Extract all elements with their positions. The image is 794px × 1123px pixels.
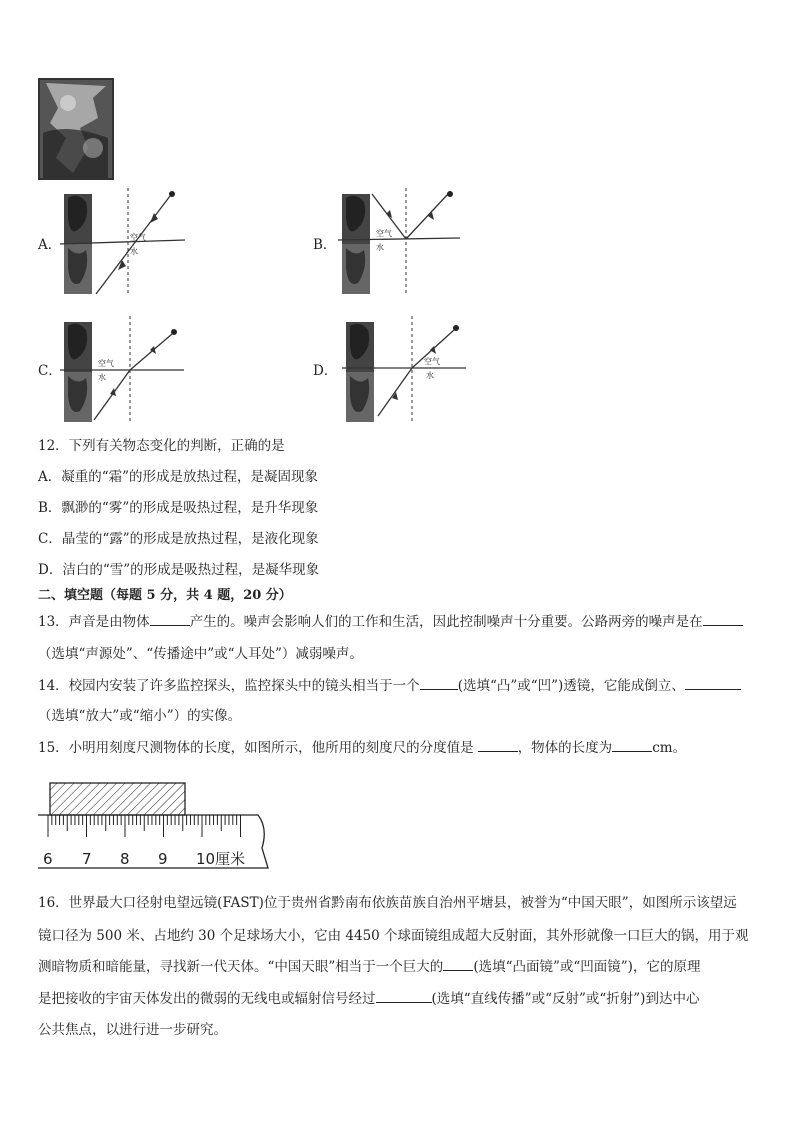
- ruler-label: 6: [43, 850, 53, 868]
- reflection-photo: [38, 78, 114, 180]
- q13-line1: 13．声音是由物体 产生的。噪声会影响人们的工作和生活，因此控制噪声十分重要。公路两旁的噪声是在: [38, 613, 743, 631]
- q16-line1: 16．世界最大口径射电望远镜(FAST)位于贵州省黔南布依族苗族自治州平塘县，被誉为“中国天眼”，如图所示该望远: [38, 895, 737, 911]
- q16-line2: 镜口径为 500 米、占地约 30 个足球场大小，它由 4450 个球面镜组成超大反射面，其外形就像一口巨大的锅，用于观: [38, 928, 749, 944]
- water-label: 水: [426, 371, 434, 380]
- q12-stem: 12．下列有关物态变化的判断，正确的是: [38, 438, 285, 454]
- answer-blank[interactable]: [703, 613, 743, 626]
- answer-blank[interactable]: [685, 677, 741, 690]
- q15-stem: 15．小明用刻度尺测物体的长度，如图所示，他所用的刻度尺的分度值是 ，物体的长度为 cm。: [38, 740, 687, 756]
- ruler-label: 7: [82, 850, 92, 868]
- refraction-diagram-d: [342, 316, 472, 424]
- answer-blank[interactable]: [612, 739, 652, 752]
- measured-object: [50, 783, 185, 815]
- refraction-diagram-a: [60, 188, 190, 296]
- q14-line2: （选填“放大”或“缩小”）的实像。: [38, 708, 242, 724]
- option-label: B．: [313, 237, 337, 253]
- q14-line1: 14．校园内安装了许多监控探头，监控探头中的镜头相当于一个 (选填“凸”或“凹”)透镜，它能成倒立、: [38, 677, 741, 695]
- ruler-label: 10厘米: [196, 850, 246, 868]
- ruler-label: 9: [158, 850, 168, 868]
- answer-blank[interactable]: [150, 613, 190, 626]
- q16-line5: 公共焦点，以进行进一步研究。: [38, 1022, 227, 1038]
- option-label: A．: [38, 237, 62, 253]
- q12-option-c[interactable]: C．晶莹的“露”的形成是放热过程，是液化现象: [38, 531, 319, 547]
- water-label: 水: [98, 373, 106, 382]
- air-label: 空气: [424, 357, 440, 366]
- section-title: 二、填空题（每题 5 分，共 4 题，20 分）: [38, 588, 292, 603]
- q12-option-a[interactable]: A．凝重的“霜”的形成是放热过程，是凝固现象: [38, 469, 319, 485]
- air-label: 空气: [130, 233, 146, 242]
- option-label: D．: [313, 363, 338, 379]
- answer-blank[interactable]: [478, 739, 518, 752]
- ruler-figure: [38, 768, 274, 878]
- air-label: 空气: [376, 229, 392, 238]
- refraction-diagram-c: [60, 316, 190, 424]
- option-label: C．: [38, 363, 62, 379]
- q12-option-b[interactable]: B．飘渺的“雾”的形成是吸热过程，是升华现象: [38, 500, 319, 516]
- ruler-label: 8: [120, 850, 130, 868]
- answer-blank[interactable]: [420, 677, 458, 690]
- q12-option-d[interactable]: D．洁白的“雪”的形成是吸热过程，是凝华现象: [38, 562, 320, 578]
- refraction-diagram-b: [338, 188, 468, 296]
- answer-blank[interactable]: [443, 958, 473, 971]
- water-label: 水: [130, 247, 138, 256]
- water-label: 水: [376, 243, 384, 252]
- q16-line4: 是把接收的宇宙天体发出的微弱的无线电或辐射信号经过 (选填“直线传播”或“反射”或“折射”)到达中心: [38, 991, 700, 1007]
- answer-blank[interactable]: [376, 990, 432, 1003]
- q13-line2: （选填“声源处”、“传播途中”或“人耳处”）减弱噪声。: [38, 646, 363, 662]
- q16-line3: 测暗物质和暗能量，寻找新一代天体。“中国天眼”相当于一个巨大的 (选填“凸面镜”或“凹面镜”)，它的原理: [38, 959, 701, 975]
- air-label: 空气: [98, 359, 114, 368]
